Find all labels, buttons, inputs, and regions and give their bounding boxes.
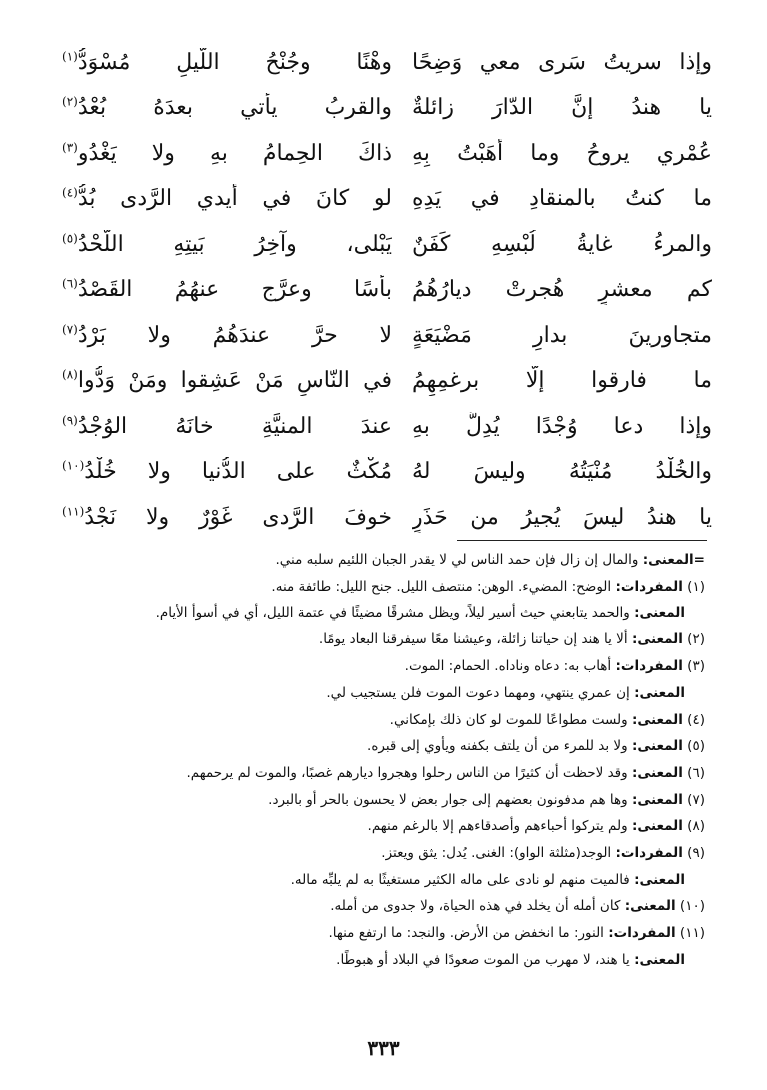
footnote-marker: (١١) — [62, 504, 85, 519]
footnote-number: (٨) — [687, 818, 705, 835]
footnote-marker: (١٠) — [62, 458, 85, 473]
footnote-number: (٥) — [687, 738, 705, 755]
footnote — [55, 574, 705, 601]
footnote-number: (٦) — [687, 764, 705, 781]
footnote-label: المعنى: — [631, 631, 683, 648]
footnote-number: (١٠) — [679, 898, 705, 915]
footnote-marker: (٣) — [62, 140, 78, 155]
footnote-label: =المعنى: — [642, 552, 705, 568]
footnote-number: (٤) — [687, 711, 705, 728]
footnote-marker: (٢) — [62, 94, 78, 109]
verse-first-hemistich: ما فارقوا إلّا برغمِهِمُ — [412, 368, 712, 394]
footnote-label: المعنى: — [631, 791, 683, 808]
verse-second-hemistich — [62, 230, 392, 260]
footnote-label: المعنى: — [624, 898, 676, 915]
footnote — [55, 840, 705, 867]
footnote-text: الوضح: المضيء. الوهن: منتصف الليل. جنح الليل: طائفة منه. — [271, 578, 612, 595]
verse-second-hemistich — [62, 412, 392, 442]
footnote-text: النور: ما انخفض من الأرض. والنجد: ما ارتفع منها. — [328, 925, 604, 942]
verse-first-hemistich: والخُلْدُ مُنْيَتُهُ وليسَ لهُ — [412, 459, 712, 485]
footnote-text: والمال إن زال فإن حمد الناس لي لا يقدر الجبان اللئيم سلبه مني. — [275, 552, 639, 568]
footnote — [55, 600, 705, 626]
footnote — [55, 893, 705, 920]
footnote-label: المعنى: — [631, 738, 683, 755]
footnote-text: وها هم مدفونون بعضهم إلى جوار بعض لا يحسون بالحر أو بالبرد. — [268, 791, 628, 808]
footnote — [55, 680, 705, 707]
poem-verses — [62, 40, 712, 541]
footnote-text: ولا بد للمرء من أن يلتف بكفنه ويأوي إلى قبره. — [367, 738, 628, 755]
verse-second-text: عندَ المنيَّةِ خانَهُ الوُجْدُ — [77, 413, 392, 439]
footnote-text: ولست مطواعًا للموت لو كان ذلك بإمكاني. — [389, 711, 628, 728]
footnote-text: والحمد يتابعني حيث أسير ليلاً، ويظل مشرقًا مضيئًا في عتمة الليل، أي في أسوأ الأيام. — [155, 605, 630, 622]
verse-first-hemistich: والمرءُ غايةُ لُبْسِهِ كَفَنٌ — [412, 231, 712, 257]
verse-line — [62, 40, 712, 86]
footnote-divider — [457, 540, 707, 541]
page-number: ٣٣٣ — [367, 1036, 400, 1060]
verse-line — [62, 131, 712, 177]
footnote-label: المعنى: — [631, 764, 683, 781]
footnote-label: المعنى: — [634, 684, 685, 701]
footnote — [55, 733, 705, 760]
verse-second-text: ذاكَ الحِمامُ بهِ ولا يَغْدُو — [77, 140, 392, 166]
verse-second-text: في النّاسِ مَنْ عَشِقوا ومَنْ وَدُّوا — [77, 368, 392, 394]
footnote-text: يا هند، لا مهرب من الموت صعودًا في البلاد أو هبوطًا. — [336, 951, 630, 968]
footnote — [55, 787, 705, 814]
footnote-marker: (٤) — [62, 185, 78, 200]
verse-second-text: لو كانَ في أيدي الرَّدى بُدُّ — [77, 186, 392, 212]
footnote-label: المفردات: — [615, 845, 683, 862]
footnote-text: إن عمري ينتهي، ومهما دعوت الموت فلن يستجيب لي. — [326, 684, 630, 701]
footnote-number: (٢) — [687, 631, 705, 648]
verse-second-hemistich — [62, 321, 392, 351]
verse-second-hemistich — [62, 139, 392, 169]
footnote-number: (١) — [687, 578, 705, 595]
verse-second-hemistich — [62, 503, 392, 533]
verse-first-hemistich: يا هندُ إنَّ الدّارَ زائلةٌ — [412, 95, 712, 121]
footnote-marker: (١) — [62, 49, 78, 64]
footnote-marker: (٦) — [62, 276, 78, 291]
verse-line — [62, 450, 712, 496]
verse-first-hemistich: وإذا دعا وُجْدًا يُدِلُّ بهِ — [412, 413, 712, 439]
footnote-label: المعنى: — [634, 951, 685, 968]
footnote-label: المعنى: — [631, 711, 683, 728]
footnote — [55, 760, 705, 787]
footnote-marker: (٩) — [62, 413, 78, 428]
verse-line — [62, 177, 712, 223]
verse-first-hemistich: ما كنتُ بالمنقادِ في يَدِهِ — [412, 186, 712, 212]
footnote-number: (١١) — [679, 925, 705, 942]
footnote-number: (٣) — [687, 658, 705, 675]
footnote-text: كان أمله أن يخلد في هذه الحياة، ولا جدوى من أمله. — [330, 898, 621, 915]
footnote — [55, 920, 705, 947]
footnote-marker: (٨) — [62, 367, 78, 382]
footnote — [55, 626, 705, 653]
verse-line — [62, 222, 712, 268]
footnote-text: أهاب به: دعاه وناداه. الحمام: الموت. — [404, 658, 612, 675]
verse-line — [62, 86, 712, 132]
verse-second-hemistich — [62, 366, 392, 396]
footnote-label: المعنى: — [634, 871, 685, 888]
footnote-marker: (٧) — [62, 322, 78, 337]
verse-second-text: خوفَ الرَّدى غَوْرٌ ولا نَجْدُ — [84, 504, 392, 530]
verse-first-hemistich: كم معشرٍ هُجرتْ ديارُهُمُ — [412, 277, 712, 303]
footnote-text: وقد لاحظت أن كثيرًا من الناس رحلوا وهجروا ديارهم غصبًا، والموت لم يرحمهم. — [186, 764, 628, 781]
verse-first-hemistich: وإذا سريتُ سَرى معي وَضِحًا — [412, 49, 712, 75]
footnote — [55, 813, 705, 840]
verse-second-text: والقربُ يأتي بعدَهُ بُعْدُ — [77, 95, 392, 121]
verse-second-hemistich — [62, 275, 392, 305]
footnote-number: (٩) — [687, 845, 705, 862]
footnote — [55, 947, 705, 974]
footnote-text: الوجد(مثلثة الواو): الغنى. يُدل: يثق ويعتز. — [381, 845, 612, 862]
verse-second-text: يَبْلى، وآخِرُ بَيتِهِ اللَّحْدُ — [77, 231, 392, 257]
verse-first-hemistich: يا هندُ ليسَ يُجيرُ من حَذَرٍ — [412, 504, 712, 530]
footnote — [55, 547, 705, 574]
footnote-marker: (٥) — [62, 231, 78, 246]
footnote-text: ألا يا هند إن حياتنا زائلة، وعيشنا معًا سيفرقنا البعاد يومًا. — [318, 631, 628, 648]
verse-second-hemistich — [62, 457, 392, 487]
verse-second-text: بأسًا وعرَّج عنهُمُ القَصْدُ — [77, 277, 392, 303]
verse-second-hemistich — [62, 93, 392, 123]
footnote — [55, 707, 705, 734]
footnote-label: المفردات: — [615, 578, 683, 595]
verse-line — [62, 495, 712, 541]
verse-line — [62, 359, 712, 405]
footnote-label: المعنى: — [631, 818, 683, 835]
verse-line — [62, 313, 712, 359]
verse-line — [62, 268, 712, 314]
footnote — [55, 867, 705, 894]
footnote-text: ولم يتركوا أحباءهم وأصدقاءهم إلا بالرغم منهم. — [367, 818, 628, 835]
verse-line — [62, 404, 712, 450]
verse-first-hemistich: عُمْري يروحُ وما أَهَبْتُ بِهِ — [412, 140, 712, 166]
footnote-label: المعنى: — [634, 605, 685, 622]
verse-second-hemistich — [62, 48, 392, 78]
verse-first-hemistich: متجاورينَ بدارِ مَضْيَعَةٍ — [412, 322, 712, 348]
verse-second-hemistich — [62, 184, 392, 214]
footnote-label: المفردات: — [615, 658, 683, 675]
footnote-label: المفردات: — [608, 925, 676, 942]
footnote-number: (٧) — [687, 791, 705, 808]
footnotes — [55, 547, 705, 974]
footnote — [55, 653, 705, 680]
verse-second-text: لا حرَّ عندَهُمُ ولا بَرْدُ — [77, 322, 392, 348]
footnote-text: فالميت منهم لو نادى على ماله الكثير مستغيثًا به لم يلبِّه ماله. — [290, 871, 630, 888]
verse-second-text: مُكْثٌ على الدُّنيا ولا خُلْدُ — [84, 459, 392, 485]
verse-second-text: وهْنًا وجُنْحُ اللّيلِ مُسْوَدُّ — [77, 49, 392, 75]
